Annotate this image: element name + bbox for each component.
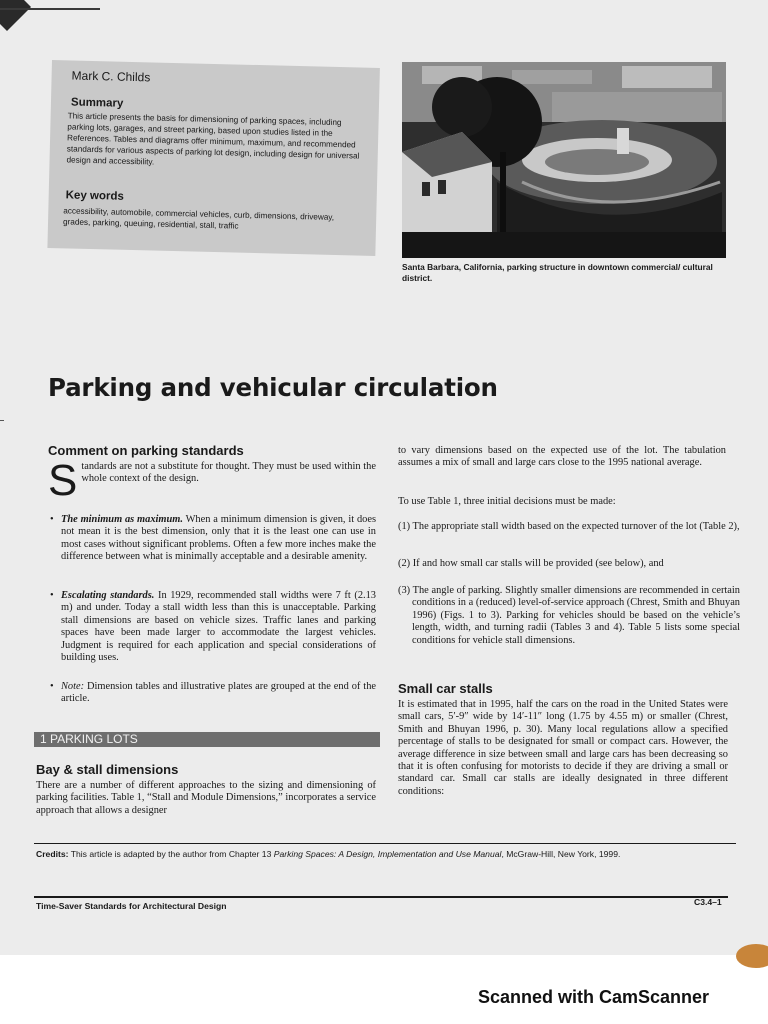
summary-box: [47, 60, 379, 256]
bullet-note: • Note: Dimension tables and illustrative plates are grouped at the end of the article.: [50, 681, 376, 705]
bay-heading: Bay & stall dimensions: [36, 762, 179, 777]
continued-text: to vary dimensions based on the expected use of the lot. The tabulation assumes a mix of small and large cars close to the 1995 national average.: [398, 445, 726, 469]
decision-item-1: (1) The appropriate stall width based on the expected turnover of the lot (Table 2),: [398, 521, 740, 532]
bullet-escalating: • Escalating standards. In 1929, recommended stall widths were 7 ft (2.13 m) and under. Today a stall width less than this is unacceptable. Parking stall dimensions are based on vehicle sizes. Traffic lanes and parking spaces have been made larger to accommodate the largest vehicles. Judgment is required for each application and special considerations of building uses.: [50, 590, 377, 664]
footer-publication: Time-Saver Standards for Architectural Design: [36, 901, 227, 911]
credits-rule: [34, 843, 736, 844]
comment-heading: Comment on parking standards: [48, 443, 244, 458]
bullet-minimum: • The minimum as maximum. When a minimum dimension is given, it does not mean it is the best dimension, only that it is the least one can use in most cases without significant problems. Often a few more inches make the difference between what is minimally acceptable and a desirable amenity.: [50, 514, 377, 563]
credits-line: [36, 849, 736, 859]
bullet-minimum-label: The minimum as maximum.: [61, 514, 183, 525]
decision-item-3: (3) The angle of parking. Slightly smaller dimensions are recommended in certain conditions in a (reduced) level-of-service approach (Chrest, Smith and Bhuyan 1996) (Figs. 1 to 3). Parking for vehicles should be based on the vehicle’s length, width, and turning radii (Tables 3 and 4). Table 5 lists some special conditions for vehicle stall dimensions.: [398, 585, 740, 646]
thumb-edge: [736, 944, 768, 968]
small-car-heading: Small car stalls: [398, 681, 493, 696]
credits-text-before: This article is adapted by the author from Chapter 13: [68, 849, 274, 859]
page-corner-fold: [0, 0, 31, 31]
article-title: Parking and vehicular circulation: [48, 373, 498, 402]
margin-tick: [0, 420, 4, 421]
use-table-text: To use Table 1, three initial decisions must be made:: [398, 496, 616, 507]
author-name: Mark C. Childs: [71, 68, 151, 85]
photo-caption: Santa Barbara, California, parking structure in downtown commercial/ cultural district.: [402, 262, 713, 283]
bullet-minimum-text: When a minimum dimension is given, it does not mean it is the best dimension, only that it is the least one can use in most cases without significant problems. Often a few more inches make the difference between what is minimally acceptable and a desirable amenity.: [61, 514, 377, 563]
section-bar-parking-lots: 1 PARKING LOTS: [34, 732, 380, 747]
keywords-text: accessibility, automobile, commercial vehicles, curb, dimensions, driveway, grades, parking, queuing, residential, stall, traffic: [62, 206, 335, 231]
bay-text: There are a number of different approaches to the sizing and dimensioning of parking facilities. Table 1, “Stall and Module Dimensions,” incorporates a service approach that allows a designer: [36, 780, 376, 816]
intro-paragraph: [48, 456, 376, 505]
bullet-note-label: Note:: [61, 681, 85, 692]
camscanner-watermark: Scanned with CamScanner: [478, 987, 710, 1007]
bullet-note-text: Dimension tables and illustrative plates are grouped at the end of the article.: [61, 681, 376, 705]
drop-cap: S: [48, 456, 78, 505]
bullet-escalating-text: In 1929, recommended stall widths were 7 ft (2.13 m) and under. Today a stall width less than this is unacceptable. Parking stall dimensions are based on vehicle sizes. Traffic lanes and parking spaces have been made larger to accommodate the largest vehicles. Judgment is required for each application and special considerations of building uses.: [61, 590, 377, 664]
footer-rule: [34, 896, 728, 898]
parking-structure-photo: [402, 62, 726, 258]
footer-page-number: C3.4–1: [694, 897, 722, 907]
credits-text-after: , McGraw-Hill, New York, 1999.: [501, 849, 621, 859]
summary-heading: Summary: [70, 96, 124, 110]
summary-text: This article presents the basis for dimensioning of parking spaces, including parking lots, garages, and street parking, based upon studies listed in the References. Tables and diagrams offer minimum, maximum, and recommended standards for various aspects of parking lot design, including design for universal design and accessibility.: [66, 111, 360, 167]
bullet-escalating-label: Escalating standards.: [61, 590, 155, 601]
page-edge-line: [0, 8, 100, 10]
credits-book-title: Parking Spaces: A Design, Implementation and Use Manual: [273, 849, 502, 859]
credits-label: Credits:: [36, 849, 69, 859]
decision-item-2: (2) If and how small car stalls will be provided (see below), and: [398, 558, 664, 569]
small-car-text: It is estimated that in 1995, half the cars on the road in the United States were small cars, 5′-9″ wide by 14′-11″ long (1.75 by 4.55 m) or smaller (Chrest, Smith and Bhuyan 1996, p. 30). Many local regulations allow a specified percentage of stalls to be designated for small or compact cars. However, the average difference in size between small and large cars has been decreasing so that it is often confusing for motorists to decide if they are driving a small or standard car. Small car stalls are ideally designated in three different conditions:: [398, 699, 728, 797]
keywords-heading: Key words: [65, 189, 124, 203]
intro-text: tandards are not a substitute for thought. They must be used within the whole context of the design.: [81, 461, 376, 485]
